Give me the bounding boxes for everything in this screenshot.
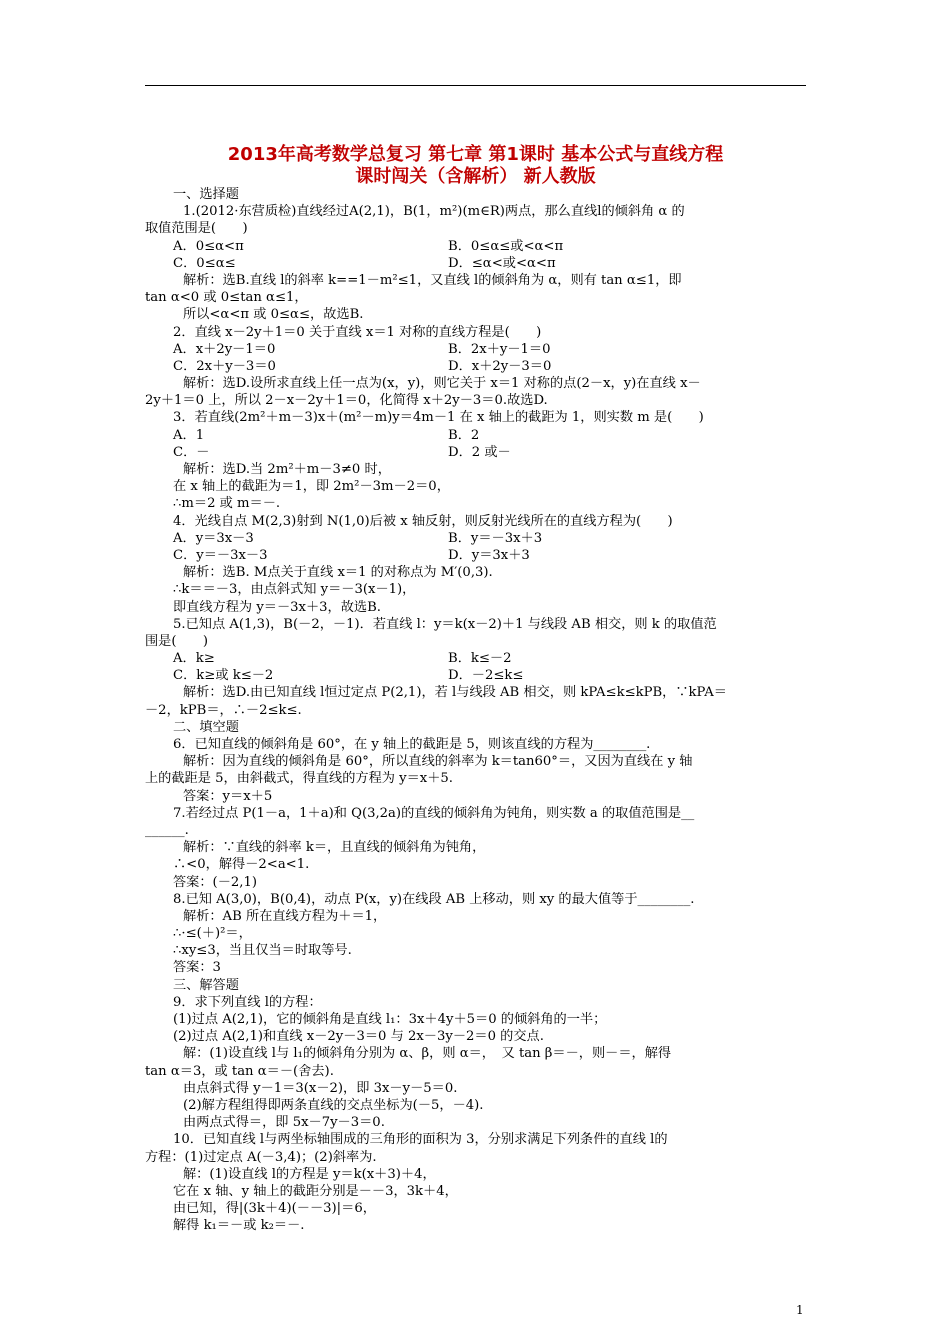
- option-right: D．y＝3x＋3: [448, 547, 530, 563]
- text-line: ∴k＝＝－3，由点斜式知 y＝－3(x－1)，: [173, 582, 416, 598]
- text-line: (2)过点 A(2,1)和直线 x－2y－3＝0 与 2x－3y－2＝0 的交点.: [173, 1029, 544, 1045]
- text-line: 上的截距是 5，由斜截式，得直线的方程为 y＝x＋5.: [145, 771, 453, 787]
- text-line: 由已知，得|(3k＋4)(－－3)|＝6，: [173, 1201, 376, 1217]
- text-line: 由两点式得＝，即 5x－7y－3＝0.: [183, 1115, 385, 1131]
- text-line: [145, 255, 806, 272]
- text-line: ______.: [145, 822, 189, 838]
- text-line: ∴·≤(＋)²＝，: [173, 926, 252, 942]
- text-line: tan α＝3，或 tan α＝－(舍去).: [145, 1063, 334, 1079]
- option-left: A．y＝3x－3: [173, 530, 254, 546]
- text-line: 1.(2012·东营质检)直线经过A(2,1)，B(1，m²)(m∈R)两点，那么直线l的倾斜角 α 的: [183, 204, 685, 220]
- text-line: (1)过点 A(2,1)，它的倾斜角是直线 l₁：3x＋4y＋5＝0 的倾斜角的一半；: [173, 1012, 607, 1027]
- text-line: [145, 238, 806, 255]
- text-line: 它在 x 轴、y 轴上的截距分别是－－3，3k＋4，: [173, 1183, 458, 1199]
- text-line: 所以<α<π 或 0≤α≤，故选B.: [183, 307, 364, 323]
- text-line: 解析：选B.直线 l的斜率 k==1－m²≤1，又直线 l的倾斜角为 α，则有 tan α≤1，即: [183, 272, 682, 288]
- text-line: [145, 530, 806, 547]
- option-right: D．≤α<或<α<π: [448, 255, 556, 271]
- text-line: [145, 427, 806, 444]
- text-line: 7.若经过点 P(1－a，1＋a)和 Q(3,2a)的直线的倾斜角为钝角，则实数 a 的取值范围是__: [173, 805, 695, 821]
- option-left: C．－: [173, 444, 210, 460]
- text-line: 解析：选D.由已知直线 l恒过定点 P(2,1)，若 l与线段 AB 相交，则 kPA≤k≤kPB，∵kPA＝: [183, 685, 727, 701]
- text-line: 解析：因为直线的倾斜角是 60°，所以直线的斜率为 k＝tan60°＝，又因为直线在 y 轴: [183, 754, 693, 770]
- option-left: C．0≤α≤: [173, 255, 236, 271]
- option-left: C．2x＋y－3＝0: [173, 358, 276, 374]
- page-number: 1: [796, 1303, 804, 1317]
- option-left: A．0≤α<π: [173, 238, 244, 254]
- text-line: 即直线方程为 y＝－3x＋3，故选B.: [173, 599, 381, 615]
- text-line: 9．求下列直线 l的方程：: [173, 994, 322, 1010]
- text-line: ∴xy≤3，当且仅当＝时取等号.: [173, 943, 352, 959]
- text-line: 解：(1)设直线 l与 l₁的倾斜角分别为 α、β，则 α＝， 又 tan β＝－，则－＝，解得: [183, 1046, 672, 1062]
- option-left: C．y＝－3x－3: [173, 547, 268, 563]
- text-line: ∴m＝2 或 m＝－.: [173, 496, 281, 512]
- text-line: [145, 444, 806, 461]
- text-line: 解得 k₁＝－或 k₂＝－.: [173, 1218, 305, 1234]
- option-left: C．k≥或 k≤－2: [173, 668, 274, 684]
- text-line: 解析：选D.当 2m²＋m－3≠0 时，: [183, 462, 391, 477]
- text-line: 答案：y＝x＋5: [183, 788, 273, 804]
- text-line: tan α<0 或 0≤tan α≤1，: [145, 290, 308, 306]
- text-line: 2y＋1＝0 上，所以 2－x－2y＋1＝0，化简得 x＋2y－3＝0.故选D.: [145, 393, 548, 409]
- text-line: 三、解答题: [173, 977, 239, 993]
- text-line: 围是( ): [145, 633, 209, 649]
- option-left: A．x＋2y－1＝0: [173, 341, 276, 357]
- text-line: 解析：选D.设所求直线上任一点为(x，y)，则它关于 x＝1 对称的点(2－x，y)在直线 x－: [183, 376, 701, 392]
- text-line: [145, 547, 806, 564]
- text-line: 一、选择题: [173, 187, 239, 202]
- text-line: 取值范围是( ): [145, 221, 248, 237]
- text-line: 方程：(1)过定点 A(－3,4)；(2)斜率为.: [145, 1149, 377, 1165]
- option-right: D．2 或－: [448, 444, 511, 460]
- option-right: D．－2≤k≤: [448, 668, 524, 684]
- option-right: B．2x＋y－1＝0: [448, 341, 551, 357]
- text-line: 由点斜式得 y－1＝3(x－2)，即 3x－y－5＝0.: [183, 1080, 458, 1096]
- text-line: －2，kPB＝，∴－2≤k≤.: [145, 702, 302, 718]
- option-left: A．k≥: [173, 651, 215, 667]
- text-line: ∴<0，解得－2<a<1.: [173, 857, 310, 873]
- text-line: 解析：选B. M点关于直线 x＝1 的对称点为 M′(0,3).: [183, 565, 493, 581]
- text-line: 10．已知直线 l与两坐标轴围成的三角形的面积为 3，分别求满足下列条件的直线 l的: [173, 1132, 668, 1148]
- option-right: B．0≤α≤或<α<π: [448, 238, 564, 254]
- text-line: 6．已知直线的倾斜角是 60°，在 y 轴上的截距是 5，则该直线的方程为________.: [173, 737, 651, 752]
- header-rule: [145, 85, 806, 86]
- title-line-2: 课时闯关（含解析） 新人教版: [355, 166, 596, 187]
- document-title: [145, 144, 806, 188]
- document-body: [145, 186, 806, 1234]
- option-right: B．y＝－3x＋3: [448, 530, 543, 546]
- text-line: 答案：3: [173, 960, 221, 976]
- text-line: 二、填空题: [173, 719, 239, 735]
- text-line: (2)解方程组得即两条直线的交点坐标为(－5，－4).: [183, 1097, 484, 1113]
- text-line: 答案：(－2,1): [173, 874, 258, 890]
- text-line: 解析：∵直线的斜率 k＝，且直线的倾斜角为钝角，: [183, 840, 486, 856]
- text-line: 解：(1)设直线 l的方程是 y＝k(x＋3)＋4，: [183, 1166, 436, 1182]
- text-line: 在 x 轴上的截距为＝1，即 2m²－3m－2＝0，: [173, 479, 450, 495]
- text-line: [145, 358, 806, 375]
- text-line: 4．光线自点 M(2,3)射到 N(1,0)后被 x 轴反射，则反射光线所在的直线方程为( ): [173, 513, 673, 529]
- text-line: 5.已知点 A(1,3)，B(－2，－1)．若直线 l：y＝k(x－2)＋1 与线段 AB 相交，则 k 的取值范: [173, 616, 717, 632]
- text-line: [145, 341, 806, 358]
- option-left: A．1: [173, 427, 205, 443]
- option-right: B．2: [448, 427, 480, 443]
- option-right: D．x＋2y－3＝0: [448, 358, 552, 374]
- text-line: 2．直线 x－2y＋1＝0 关于直线 x＝1 对称的直线方程是( ): [173, 324, 542, 340]
- text-line: 解析：AB 所在直线方程为＋＝1，: [183, 908, 387, 924]
- text-line: 8.已知 A(3,0)，B(0,4)，动点 P(x，y)在线段 AB 上移动，则 xy 的最大值等于________.: [173, 891, 695, 907]
- text-line: 3．若直线(2m²＋m－3)x＋(m²－m)y＝4m－1 在 x 轴上的截距为 1，则实数 m 是( ): [173, 410, 704, 426]
- text-line: [145, 650, 806, 667]
- option-right: B．k≤－2: [448, 651, 512, 667]
- title-line-1: 2013年高考数学总复习 第七章 第1课时 基本公式与直线方程: [227, 144, 724, 165]
- text-line: [145, 667, 806, 684]
